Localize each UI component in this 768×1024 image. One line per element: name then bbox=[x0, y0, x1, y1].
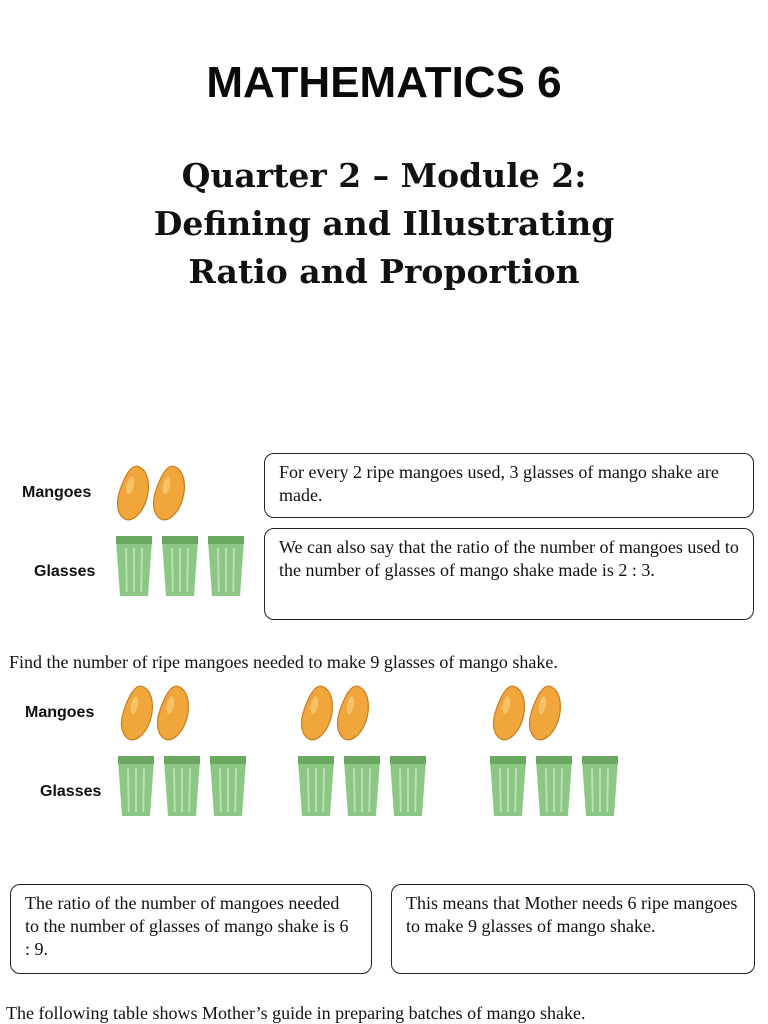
glass-icon bbox=[116, 536, 152, 596]
mango-icon bbox=[150, 464, 189, 523]
mangoes-label: Mangoes bbox=[22, 484, 92, 501]
glass-icon bbox=[536, 756, 572, 816]
mango-icon bbox=[114, 464, 153, 523]
module-title-line-1: Quarter 2 – Module 2: bbox=[181, 156, 587, 195]
glass-icon bbox=[582, 756, 618, 816]
glass-icon bbox=[344, 756, 380, 816]
page-title: MATHEMATICS 6 bbox=[206, 58, 562, 107]
mangoes-label-2: Mangoes bbox=[25, 704, 95, 721]
glass-icon bbox=[118, 756, 154, 816]
mango-icon bbox=[334, 684, 373, 743]
mango-icon bbox=[154, 684, 193, 743]
ratio-6-9-box: The ratio of the number of mangoes needed to the number of glasses of mango shake is 6 : 9. bbox=[10, 884, 372, 974]
mango-icon bbox=[490, 684, 529, 743]
module-title-line-2: Defining and Illustrating bbox=[153, 204, 615, 243]
glass-icon bbox=[162, 536, 198, 596]
example-2-groups bbox=[0, 680, 768, 830]
glass-icon bbox=[298, 756, 334, 816]
example-1-mangoes bbox=[116, 464, 190, 524]
ratio-explanation-box: For every 2 ripe mangoes used, 3 glasses of mango shake are made. bbox=[264, 453, 754, 518]
glass-icon bbox=[490, 756, 526, 816]
module-title-line-3: Ratio and Proportion bbox=[188, 252, 580, 291]
mango-icon bbox=[526, 684, 565, 743]
glass-icon bbox=[210, 756, 246, 816]
glass-icon bbox=[390, 756, 426, 816]
mangoes-needed-box: This means that Mother needs 6 ripe mangoes to make 9 glasses of mango shake. bbox=[391, 884, 755, 974]
mango-icon bbox=[118, 684, 157, 743]
glass-icon bbox=[164, 756, 200, 816]
example-1-glasses bbox=[116, 536, 250, 600]
table-intro-text: The following table shows Mother’s guide in preparing batches of mango shake. bbox=[6, 1003, 586, 1023]
ratio-statement-box: We can also say that the ratio of the number of mangoes used to the number of glasses of mango shake made is 2 : 3. bbox=[264, 528, 754, 620]
glasses-label-2: Glasses bbox=[40, 783, 102, 800]
glass-icon bbox=[208, 536, 244, 596]
mango-icon bbox=[298, 684, 337, 743]
problem-statement: Find the number of ripe mangoes needed to make 9 glasses of mango shake. bbox=[9, 652, 558, 672]
glasses-label: Glasses bbox=[34, 563, 96, 580]
